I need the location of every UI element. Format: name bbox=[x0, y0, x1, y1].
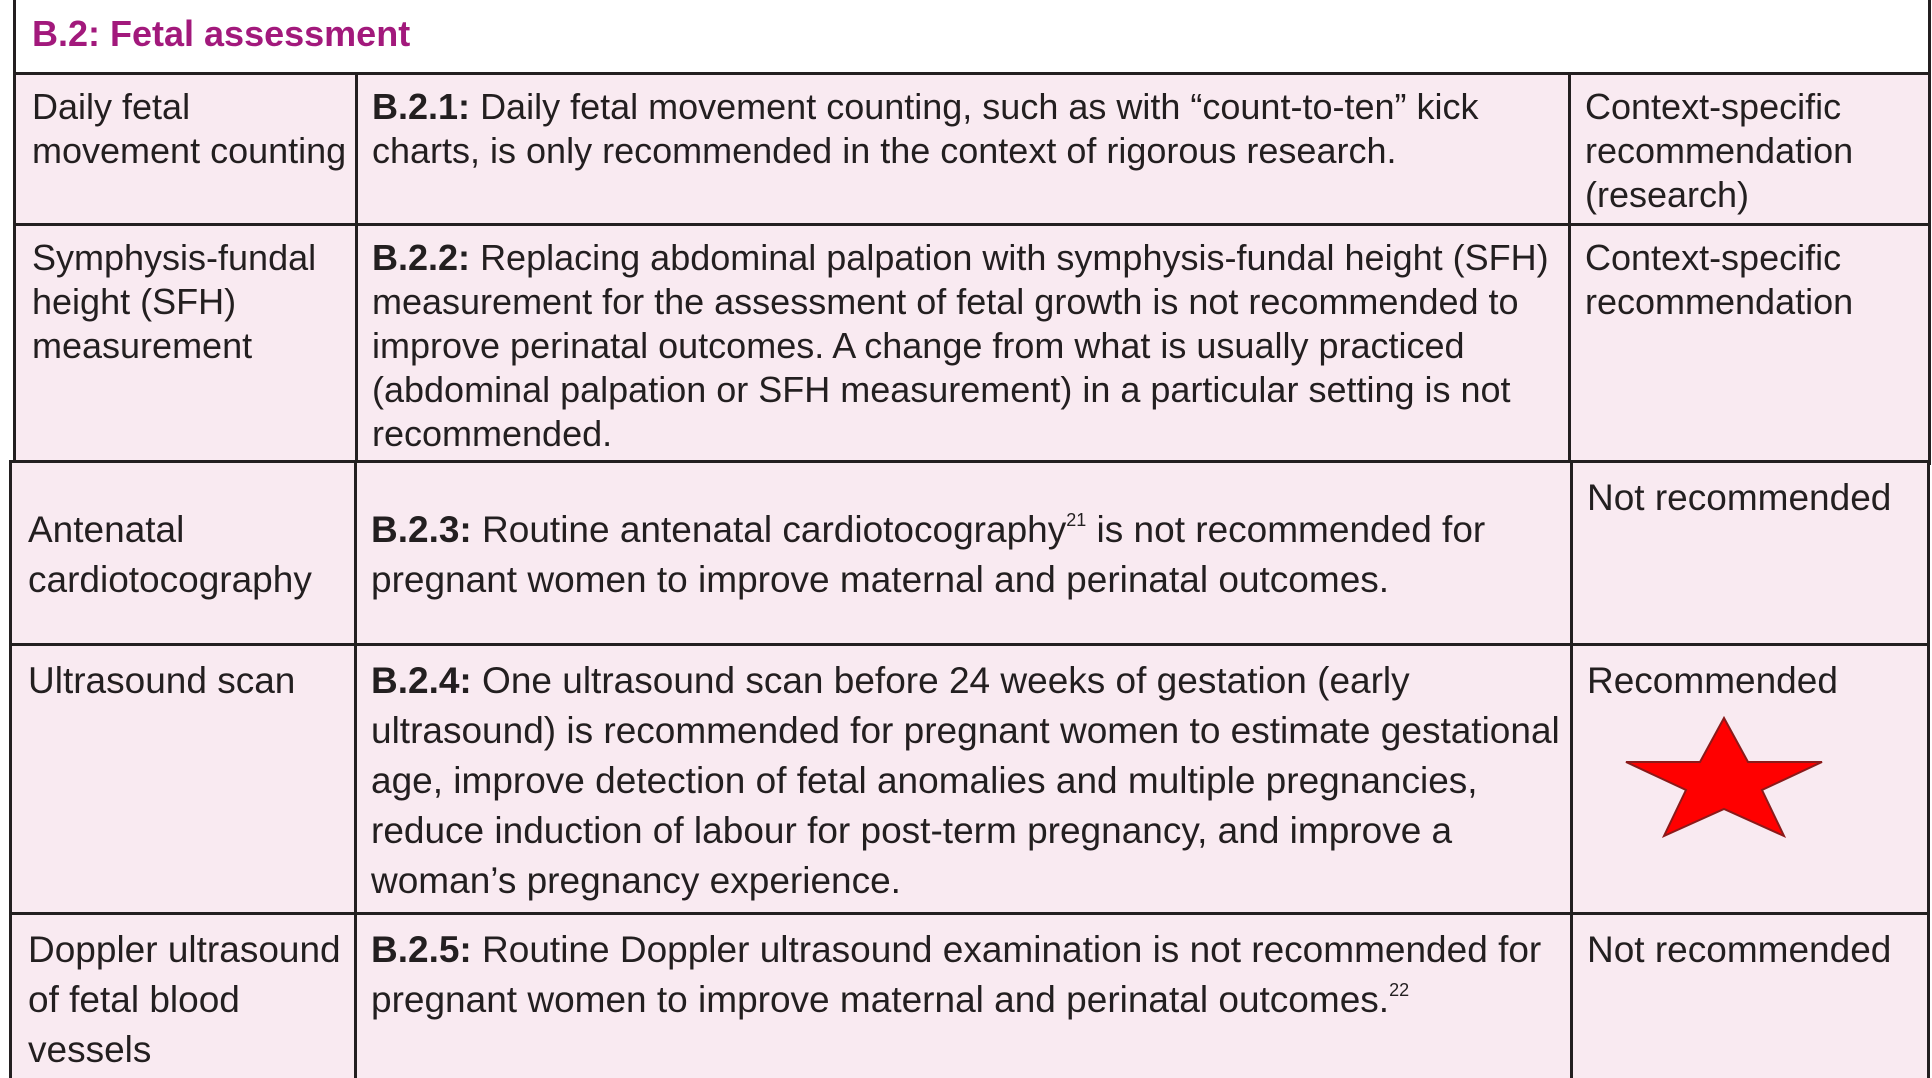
recommendation-code: B.2.4: bbox=[371, 660, 472, 701]
status-cell bbox=[1570, 225, 1930, 464]
topic-cell bbox=[11, 462, 356, 645]
recommendation-text: Daily fetal movement counting, such as with “count-to-ten” kick charts, is only recommended in the context of rigorous research. bbox=[372, 86, 1479, 171]
recommendation-text: Replacing abdominal palpation with symphysis-fundal height (SFH) measurement for the assessment of fetal growth is not recommended to improve perinatal outcomes. A change from what is usually practiced (abdominal palpation or SFH measurement) in a particular setting is not recommended. bbox=[372, 237, 1549, 454]
table-row bbox=[11, 914, 1929, 1078]
status-label: Not recommended bbox=[1587, 477, 1892, 518]
recommendation-text: Routine antenatal cardiotocography bbox=[482, 509, 1067, 550]
table-row bbox=[15, 225, 1930, 464]
status-cell bbox=[1572, 462, 1929, 645]
recommendation-cell bbox=[357, 74, 1570, 225]
fetal-assessment-table-upper bbox=[13, 0, 1931, 465]
recommendation-cell bbox=[356, 462, 1572, 645]
topic-label: Daily fetal movement counting bbox=[32, 86, 347, 171]
footnote-ref: 22 bbox=[1389, 980, 1410, 1000]
topic-label: Ultrasound scan bbox=[28, 660, 296, 701]
status-label: Not recommended bbox=[1587, 929, 1892, 970]
star-icon bbox=[1622, 715, 1827, 840]
recommendation-code: B.2.3: bbox=[371, 509, 472, 550]
star-shape bbox=[1626, 718, 1822, 836]
topic-cell bbox=[11, 914, 356, 1078]
recommendation-cell bbox=[357, 225, 1570, 464]
table-row bbox=[15, 74, 1930, 225]
recommendation-cell bbox=[356, 645, 1572, 914]
status-label: Context-specific recommendation bbox=[1585, 237, 1854, 322]
recommendation-text-continued: is not recommended for pregnant women to improve maternal and perinatal outcomes. bbox=[371, 509, 1486, 600]
section-header-row bbox=[15, 0, 1930, 74]
table-row bbox=[11, 462, 1929, 645]
status-label: Context-specific recommendation (research) bbox=[1585, 86, 1854, 215]
recommendation-cell bbox=[356, 914, 1572, 1078]
topic-label: Doppler ultrasound of fetal blood vessels bbox=[28, 929, 341, 1070]
topic-cell bbox=[15, 225, 357, 464]
footnote-ref: 21 bbox=[1066, 510, 1087, 530]
topic-cell bbox=[11, 645, 356, 914]
section-title: B.2: Fetal assessment bbox=[32, 13, 411, 54]
topic-cell bbox=[15, 74, 357, 225]
recommendation-code: B.2.5: bbox=[371, 929, 472, 970]
topic-label: Antenatal cardiotocography bbox=[28, 509, 312, 600]
status-label: Recommended bbox=[1587, 660, 1838, 701]
recommendation-code: B.2.1: bbox=[372, 86, 471, 127]
section-header-cell bbox=[15, 0, 1930, 74]
topic-label: Symphysis-fundal height (SFH) measurement bbox=[32, 237, 317, 366]
recommendation-text: Routine Doppler ultrasound examination is not recommended for pregnant women to improve maternal and perinatal outcomes. bbox=[371, 929, 1542, 1020]
recommendation-text: One ultrasound scan before 24 weeks of gestation (early ultrasound) is recommended for pregnant women to estimate gestational age, improve detection of fetal anomalies and multiple pregnancies, reduce induction of labour for post-term pregnancy, and improve a woman’s pregnancy experience. bbox=[371, 660, 1560, 901]
status-cell bbox=[1570, 74, 1930, 225]
recommendation-code: B.2.2: bbox=[372, 237, 471, 278]
status-cell bbox=[1572, 914, 1929, 1078]
